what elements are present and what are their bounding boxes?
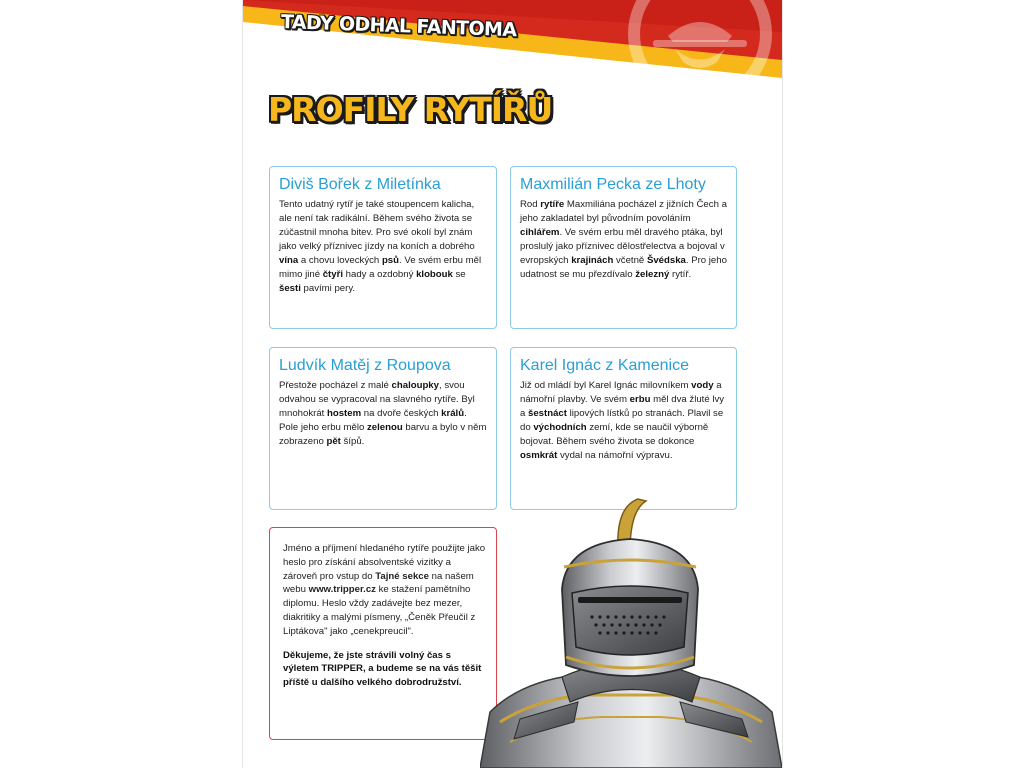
knight-name: Ludvík Matěj z Roupova (279, 357, 451, 374)
password-info-box (269, 527, 497, 740)
knight-description: Rod rytíře Maxmiliána pocházel z jižních Čech a jeho zakladatel byl původním povoláním cihlářem. Ve svém erbu měl dravého ptáka, byl proslulý jako příznivec dělostřelectva a bojoval v evropských krajinách včetně Švédska. Pro jeho udatnost se mu přezdívalo železný rytíř. (520, 199, 727, 280)
knight-armor-illustration (480, 497, 782, 768)
knight-card (510, 347, 737, 510)
info-paragraph: Jméno a příjmení hledaného rytíře použijte jako heslo pro získání absolventské vizitky a zároveň pro vstup do Tajné sekce na našem webu www.tripper.cz ke stažení pamětního diplomu. Heslo vždy zadávejte bez mezer, diakritiky a malými písmeny, „Čeněk Přeučil z Liptákova" jako „cenekpreucil". (283, 543, 486, 637)
knight-description: Tento udatný rytíř je také stoupencem kalicha, ale není tak radikální. Během svého života se zúčastnil mnoha bitev. Pro své okolí byl znám jako velký příznivec jízdy na koních a dobrého vína a chovu loveckých psů. Ve svém erbu měl mimo jiné čtyři hady a ozdobný klobouk se šesti pavími pery. (279, 199, 482, 294)
page-heading: PROFILY RYTÍŘŮ (268, 90, 553, 129)
knight-description: Přestože pocházel z malé chaloupky, svou odvahou se vypracoval na slavného rytíře. Byl mnohokrát hostem na dvoře českých králů. Pole jeho erbu mělo zelenou barvu a bylo v něm zobrazeno pět šípů. (279, 380, 487, 447)
knight-card (269, 166, 497, 329)
knight-description: Již od mládí byl Karel Ignác milovníkem vody a námořní plavby. Ve svém erbu měl dva žluté lvy a šestnáct lipových lístků po stranách. Plavil se do východních zemí, kde se naučil výborně bojovat. Během svého života se dokonce osmkrát vydal na námořní výpravu. (520, 380, 725, 461)
knight-card (510, 166, 737, 329)
knight-name: Maxmilián Pecka ze Lhoty (520, 176, 706, 193)
knight-name: Diviš Bořek z Miletínka (279, 176, 441, 193)
knight-card (269, 347, 497, 510)
document-page (243, 0, 782, 768)
thanks-text: Děkujeme, že jste strávili volný čas s výletem TRIPPER, a budeme se na vás těšit příště u dalšího velkého dobrodružství. (283, 649, 482, 689)
knight-name: Karel Ignác z Kamenice (520, 357, 689, 374)
banner-title: TADY ODHAL FANTOMA (280, 11, 517, 42)
